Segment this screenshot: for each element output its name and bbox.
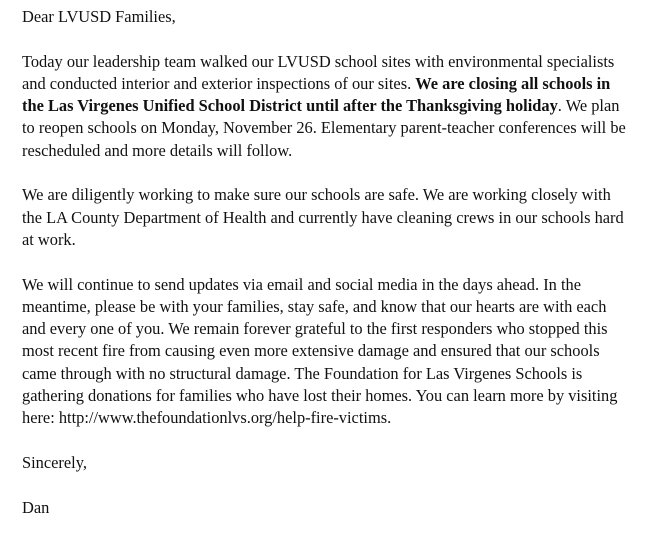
paragraph-updates: We will continue to send updates via email and social media in the days ahead. In the meantime, please be with your families, stay safe, and know that our hearts are with each and every one of you. We remain forever grateful to the first responders who stopped this most recent fire from causing even more extensive damage and ensured that our schools came through with no structural damage. The Foundation for Las Virgenes Schools is gathering donations for families who have lost their homes. You can learn more by visiting here: http://www.thefoundationlvs.org/help-fire-victims. — [22, 274, 618, 428]
paragraph-reopen-text: . We plan to reopen schools on Monday, November 26. Elementary parent-teacher conferences will be rescheduled and more details will follow. — [22, 96, 626, 160]
closing: Sincerely, — [22, 452, 87, 472]
signature: Dan — [22, 497, 50, 517]
greeting: Dear LVUSD Families, — [22, 7, 176, 26]
letter-body — [22, 6, 634, 519]
paragraph-safety: We are diligently working to make sure our schools are safe. We are working closely with the LA County Department of Health and currently have cleaning crews in our schools hard at work. — [22, 185, 624, 249]
paragraph-closure-announcement — [22, 51, 634, 162]
paragraph-intro-text: Today our leadership team walked our LVUSD school sites with environmental specialists and conducted interior and exterior inspections of our sites. — [22, 51, 615, 93]
closure-bold-text: We are closing all schools in the Las Virgenes Unified School District until after the Thanksgiving holiday — [22, 73, 611, 116]
